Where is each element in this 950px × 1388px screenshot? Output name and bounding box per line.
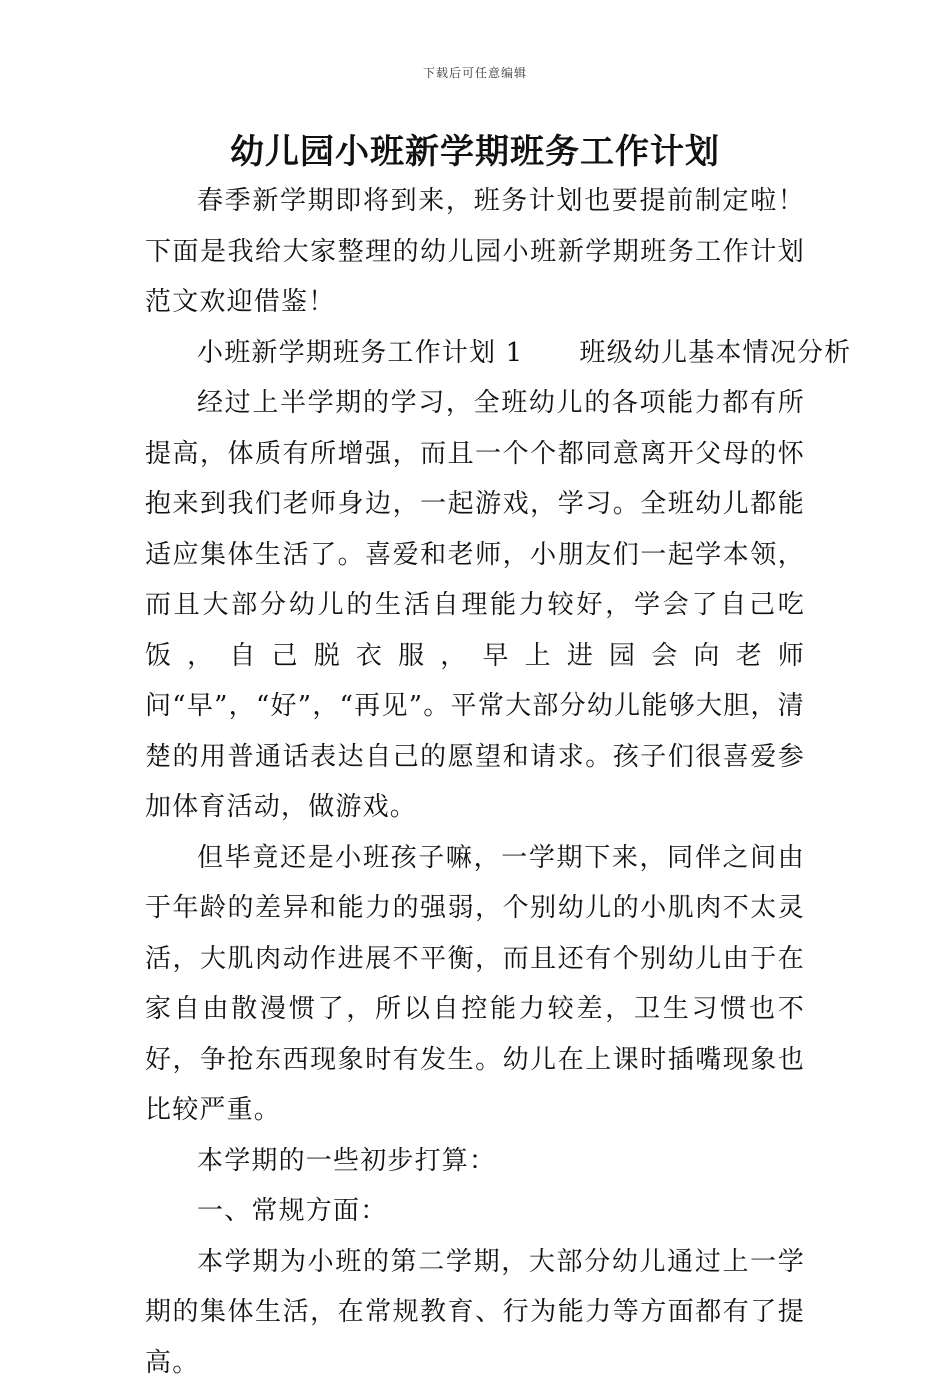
document-title: 幼儿园小班新学期班务工作计划 bbox=[0, 124, 950, 173]
body-paragraph-2: 但毕竟还是小班孩子嘛，一学期下来，同伴之间由于年龄的差异和能力的强弱，个别幼儿的小肌肉不太灵活，大肌肉动作进展不平衡，而且还有个别幼儿由于在家自由散漫惯了，所以自控能力较差，卫生习惯也不好，争抢东西现象时有发生。幼儿在上课时插嘴现象也比较严重。 bbox=[145, 833, 805, 1136]
body-paragraph-3: 本学期为小班的第二学期，大部分幼儿通过上一学期的集体生活，在常规教育、行为能力等方面都有了提高。 bbox=[145, 1237, 805, 1388]
section-subheading: 班级幼儿基本情况分析 bbox=[579, 338, 851, 368]
section-heading-line bbox=[145, 328, 805, 379]
document-body bbox=[145, 176, 805, 1388]
section-heading: 小班新学期班务工作计划 1 bbox=[197, 338, 523, 368]
header-note: 下载后可任意编辑 bbox=[0, 64, 950, 81]
item-heading: 一、常规方面： bbox=[145, 1186, 805, 1237]
intro-paragraph: 春季新学期即将到来，班务计划也要提前制定啦！下面是我给大家整理的幼儿园小班新学期班务工作计划范文欢迎借鉴！ bbox=[145, 176, 805, 328]
body-paragraph-1: 经过上半学期的学习，全班幼儿的各项能力都有所提高，体质有所增强，而且一个个都同意离开父母的怀抱来到我们老师身边，一起游戏，学习。全班幼儿都能适应集体生活了。喜爱和老师，小朋友们一起学本领，而且大部分幼儿的生活自理能力较好，学会了自己吃饭，自己脱衣服，早上进园会向老师问“早”，“好”，“再见”。平常大部分幼儿能够大胆，清楚的用普通话表达自己的愿望和请求。孩子们很喜爱参加体育活动，做游戏。 bbox=[145, 378, 805, 833]
plan-heading: 本学期的一些初步打算： bbox=[145, 1136, 805, 1187]
